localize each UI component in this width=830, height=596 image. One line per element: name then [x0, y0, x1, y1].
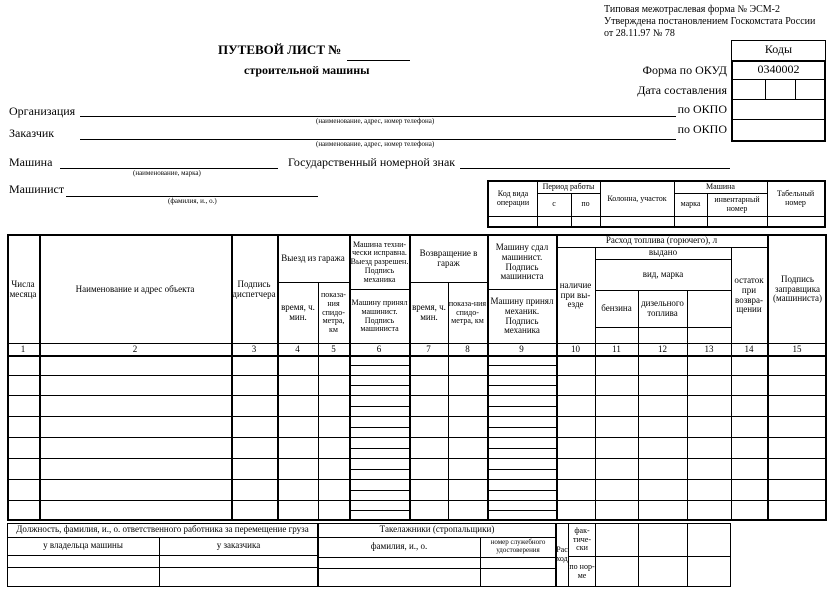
- period-to-header: по: [581, 199, 590, 209]
- waybill-number-line[interactable]: [347, 60, 410, 61]
- period-from-header: с: [552, 199, 556, 209]
- h-departure: Выезд из гаража: [281, 253, 345, 264]
- h-return-odometer: показа-ния спидо-метра, км: [448, 298, 487, 326]
- col-number: 1: [20, 343, 26, 354]
- col-number: 14: [744, 343, 754, 354]
- col-number: 12: [658, 343, 667, 354]
- machine-header: Машина: [706, 181, 735, 191]
- h-fuel: Расход топлива (горючего), л: [605, 235, 718, 246]
- plate-field[interactable]: [460, 168, 730, 169]
- h-kind: вид, марка: [642, 269, 684, 280]
- h-return-time: время, ч. мин.: [412, 302, 446, 322]
- col-number: 5: [331, 343, 336, 354]
- h-remaining: остаток при возвра-щении: [734, 274, 764, 315]
- col-number: 15: [792, 343, 802, 354]
- okud-label: Форма по ОКУД: [642, 63, 727, 77]
- form-type-line2: Утверждена постановлением Госкомстата России: [604, 16, 816, 27]
- expense-label: Расход: [556, 545, 568, 563]
- h-departure-time: время, ч. мин.: [281, 302, 315, 322]
- organization-label: Организация: [9, 104, 76, 118]
- h-refueler: Подпись заправщика (машиниста): [772, 273, 823, 304]
- actual-label: фак-тиче-ски: [572, 525, 591, 553]
- h-date: Числа месяца: [9, 278, 37, 299]
- h-return: Возвращение в гараж: [419, 248, 478, 268]
- tab-number-header: Табельный номер: [776, 189, 815, 207]
- col-number: 2: [132, 343, 138, 354]
- customer-hint: (наименование, адрес, номер телефона): [316, 140, 435, 148]
- brand-header: марка: [680, 199, 701, 209]
- codes-header: Коды: [764, 42, 793, 56]
- machine-label: Машина: [9, 155, 53, 169]
- h-tech-ok: Машина техни-чески исправна. Выезд разрешен. Подпись механика: [350, 239, 409, 284]
- h-petrol: бензина: [601, 303, 632, 314]
- col-number: 11: [612, 343, 621, 354]
- rigger-id-header: номер служебного удостоверения: [490, 538, 546, 554]
- rigger-name-header: фамилия, и., о.: [370, 541, 428, 552]
- column-section-header: Колонна, участок: [607, 193, 667, 203]
- h-accepted-mechanic: Машину принял механик. Подпись механика: [490, 295, 554, 336]
- okpo-label-2: по ОКПО: [677, 122, 727, 136]
- okud-value: 0340002: [757, 61, 800, 76]
- col-number: 9: [519, 343, 524, 354]
- operator-label: Машинист: [9, 182, 65, 196]
- riggers-header: Такелажники (стропальщики): [379, 524, 495, 535]
- h-handed: Машину сдал машинист. Подпись машиниста: [495, 241, 549, 282]
- form-type-line3: от 28.11.97 № 78: [604, 28, 675, 39]
- organization-hint: (наименование, адрес, номер телефона): [316, 117, 435, 125]
- h-issued: выдано: [648, 247, 678, 258]
- col-number: 6: [376, 343, 382, 354]
- responsible-header: Должность, фамилия, и., о. ответственного работника за перемещение груза: [16, 524, 309, 535]
- col-number: 3: [251, 343, 257, 354]
- col-number: 7: [426, 343, 431, 354]
- customer-header: у заказчика: [216, 540, 261, 551]
- okpo-label-1: по ОКПО: [677, 102, 727, 116]
- col-number: 10: [571, 343, 580, 354]
- page-title: ПУТЕВОЙ ЛИСТ №: [218, 42, 342, 57]
- work-period-header: Период работы: [542, 181, 595, 191]
- h-dispatcher: Подпись диспетчера: [232, 278, 276, 299]
- col-number: 8: [465, 343, 470, 354]
- owner-header: у владельца машины: [43, 540, 123, 551]
- h-available: наличие при вы-езде: [559, 279, 592, 310]
- h-departure-odometer: показа-ния спидо-метра, км: [321, 290, 346, 335]
- operator-hint: (фамилия, и., о.): [168, 197, 217, 205]
- plate-label: Государственный номерной знак: [288, 155, 456, 169]
- h-object: Наименование и адрес объекта: [75, 283, 195, 294]
- inventory-number-header: инвентарный номер: [714, 194, 760, 213]
- page-subtitle: строительной машины: [244, 63, 370, 77]
- col-number: 4: [295, 343, 300, 354]
- norm-label: по нор-ме: [569, 561, 595, 580]
- machine-hint: (наименование, марка): [133, 169, 201, 177]
- col-number: 13: [704, 343, 714, 354]
- op-code-header: Код вида операции: [496, 189, 530, 207]
- date-label: Дата составления: [637, 83, 727, 97]
- h-diesel: дизельного топлива: [641, 298, 684, 318]
- h-accepted-operator: Машину принял машинист. Подпись машиниста: [351, 297, 408, 334]
- form-type-line1: Типовая межотраслевая форма № ЭСМ-2: [604, 4, 780, 15]
- customer-label: Заказчик: [9, 126, 55, 140]
